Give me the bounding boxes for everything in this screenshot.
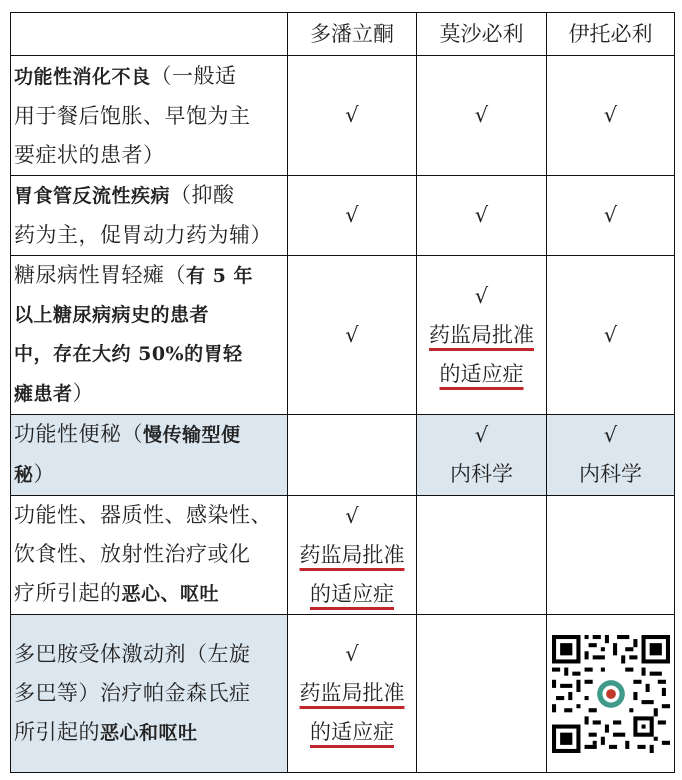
- header-itopride: 伊托必利: [547, 13, 675, 56]
- table-row: [11, 256, 675, 415]
- table-row: [11, 496, 675, 615]
- indication-cell: 功能性消化不良（一般适 用于餐后饱胀、早饱为主 要症状的患者）: [11, 56, 288, 176]
- empty-cell: [288, 415, 417, 496]
- table-row: [11, 56, 675, 176]
- check-mark: √: [474, 423, 489, 447]
- check-mark: √: [417, 56, 547, 176]
- approval-line-1: 药监局批准: [299, 681, 405, 705]
- table-row: [11, 415, 675, 496]
- approval-line-2: 的适应症: [310, 581, 394, 606]
- drug-indication-table: [10, 12, 675, 773]
- check-mark: √: [288, 176, 417, 256]
- indication-cell: 糖尿病性胃轻瘫（有 5 年 以上糖尿病病史的患者 中，存在大约 50%的胃轻 瘫患者）: [11, 256, 288, 415]
- qr-cell: [547, 615, 675, 773]
- check-mark: √: [474, 283, 489, 308]
- qr-code-icon: [552, 635, 670, 753]
- indication-cell: 功能性、器质性、感染性、 饮食性、放射性治疗或化 疗所引起的恶心、呕吐: [11, 496, 288, 615]
- empty-cell: [417, 496, 547, 615]
- check-mark: √: [603, 423, 618, 447]
- dept-label: 内科学: [450, 462, 513, 486]
- header-empty-cell: [11, 13, 288, 56]
- dept-label: 内科学: [579, 462, 642, 486]
- approval-line-2: 的适应症: [439, 361, 524, 386]
- empty-cell: [417, 615, 547, 773]
- approval-cell: [288, 496, 417, 615]
- check-mark: √: [288, 256, 417, 415]
- approval-cell: [417, 256, 547, 415]
- dept-cell: [547, 415, 675, 496]
- check-mark: √: [547, 256, 675, 415]
- check-mark: √: [417, 176, 547, 256]
- approval-line-1: 药监局批准: [429, 322, 534, 347]
- table-row: [11, 615, 675, 773]
- check-mark: √: [345, 642, 359, 666]
- indication-cell: 功能性便秘（慢传输型便 秘）: [11, 415, 288, 496]
- header-domperidone: 多潘立酮: [288, 13, 417, 56]
- check-mark: √: [547, 56, 675, 176]
- approval-cell: [288, 615, 417, 773]
- approval-line-2: 的适应症: [310, 720, 394, 744]
- header-mosapride: 莫沙必利: [417, 13, 547, 56]
- approval-line-1: 药监局批准: [299, 542, 405, 567]
- check-mark: √: [547, 176, 675, 256]
- check-mark: √: [345, 503, 359, 528]
- header-row: [11, 13, 675, 56]
- table-row: [11, 176, 675, 256]
- indication-cell: 胃食管反流性疾病（抑酸 药为主，促胃动力药为辅）: [11, 176, 288, 256]
- empty-cell: [547, 496, 675, 615]
- check-mark: √: [288, 56, 417, 176]
- dept-cell: [417, 415, 547, 496]
- indication-cell: 多巴胺受体激动剂（左旋 多巴等）治疗帕金森氏症 所引起的恶心和呕吐: [11, 615, 288, 773]
